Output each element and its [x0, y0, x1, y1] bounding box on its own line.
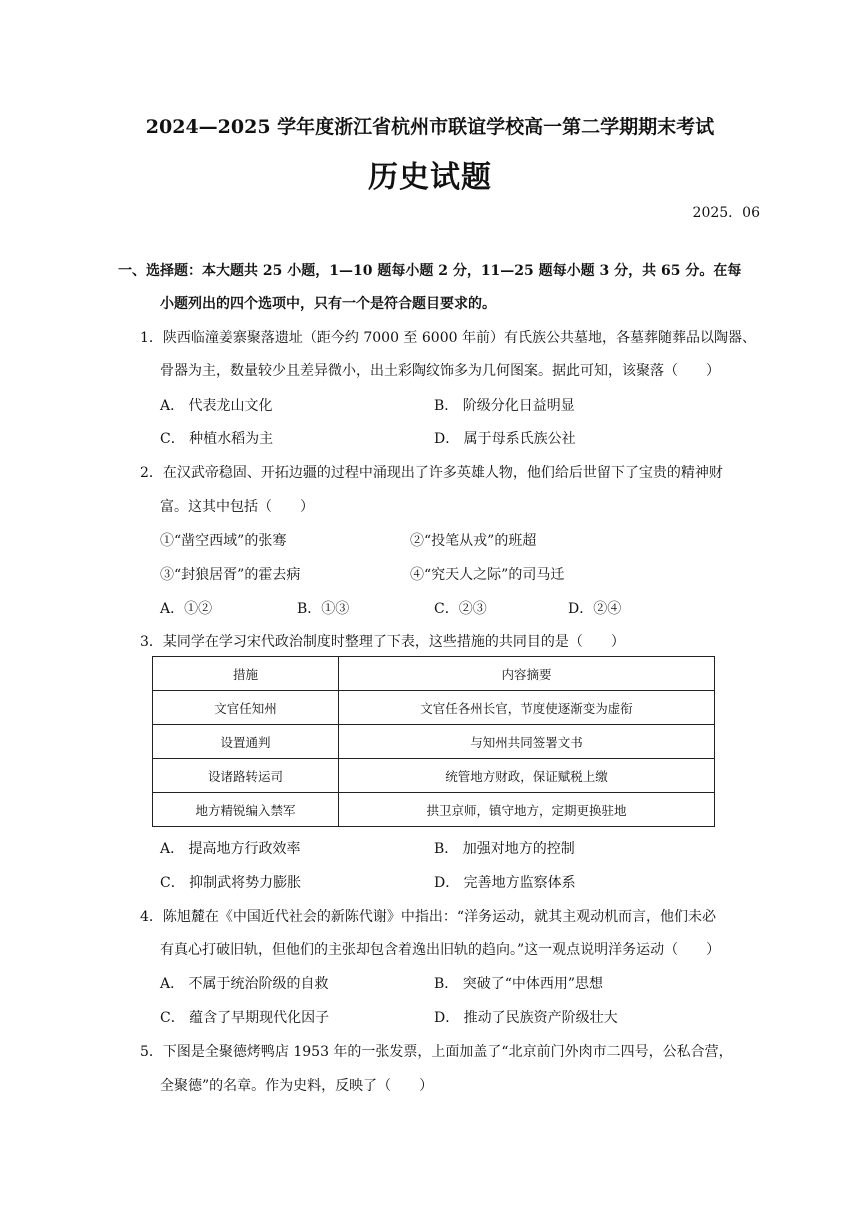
question-2-statement-1: ①“凿空西域”的张骞	[160, 533, 287, 549]
table-row	[153, 759, 715, 793]
question-3-option-d: D． 完善地方监察体系	[434, 875, 576, 891]
question-2-statement-3: ③“封狼居胥”的霍去病	[160, 567, 301, 583]
question-4-text-line2: 有真心打破旧轨，但他们的主张却包含着逸出旧轨的趋向。”这一观点说明洋务运动（ ）	[160, 942, 721, 958]
question-3-option-c: C． 抑制武将势力膨胀	[160, 875, 302, 891]
table-cell: 文官任各州长官，节度使逐渐变为虚衔	[339, 691, 715, 725]
question-2-text-line1: 2．在汉武帝稳固、开拓边疆的过程中涌现出了许多英雄人物，他们给后世留下了宝贵的精神财	[140, 465, 723, 481]
table-row	[153, 793, 715, 827]
question-2-option-a: A．①②	[160, 601, 213, 617]
question-1-option-a: A． 代表龙山文化	[160, 398, 273, 414]
exam-subtitle: 历史试题	[368, 160, 492, 195]
question-3-table	[152, 656, 715, 827]
question-5-text-line2: 全聚德”的名章。作为史料，反映了（ ）	[160, 1078, 434, 1094]
question-2-text-line2: 富。这其中包括（ ）	[160, 499, 314, 515]
table-header-row	[153, 657, 715, 691]
question-2-option-d: D．②④	[568, 601, 622, 617]
table-cell: 地方精锐编入禁军	[153, 793, 339, 827]
table-cell: 与知州共同签署文书	[339, 725, 715, 759]
question-1-option-b: B． 阶级分化日益明显	[434, 398, 575, 414]
question-1-text-line1: 1．陕西临潼姜寨聚落遗址（距今约 7000 至 6000 年前）有氏族公共墓地，各墓葬随葬品以陶器、	[140, 330, 756, 346]
question-4-option-b: B． 突破了“中体西用”思想	[434, 976, 604, 992]
question-2-statement-2: ②“投笔从戎”的班超	[410, 533, 537, 549]
question-2-statement-4: ④“究天人之际”的司马迁	[410, 567, 565, 583]
question-3-text-line1: 3．某同学在学习宋代政治制度时整理了下表，这些措施的共同目的是（ ）	[140, 634, 625, 650]
table-header-cell: 措施	[153, 657, 339, 691]
table-cell: 统管地方财政，保证赋税上缴	[339, 759, 715, 793]
exam-title: 2024—2025 学年度浙江省杭州市联谊学校高一第二学期期末考试	[145, 116, 715, 138]
question-3-option-a: A． 提高地方行政效率	[160, 841, 301, 857]
question-4-option-d: D． 推动了民族资产阶级壮大	[434, 1010, 618, 1026]
table-cell: 设诸路转运司	[153, 759, 339, 793]
question-4-option-c: C． 蕴含了早期现代化因子	[160, 1010, 330, 1026]
question-2-option-c: C．②③	[434, 601, 487, 617]
table-row	[153, 725, 715, 759]
table-cell: 设置通判	[153, 725, 339, 759]
question-2-option-b: B．①③	[297, 601, 350, 617]
question-5-text-line1: 5．下图是全聚德烤鸭店 1953 年的一张发票，上面加盖了“北京前门外肉市二四号，公私合营，	[140, 1044, 733, 1060]
question-1-option-d: D． 属于母系氏族公社	[434, 431, 576, 447]
section-heading-line2: 小题列出的四个选项中，只有一个是符合题目要求的。	[160, 296, 496, 312]
question-1-text-line2: 骨器为主，数量较少且差异微小，出土彩陶纹饰多为几何图案。据此可知，该聚落（ ）	[160, 363, 720, 379]
exam-date: 2025．06	[692, 205, 760, 221]
table-row	[153, 691, 715, 725]
question-3-option-b: B． 加强对地方的控制	[434, 841, 575, 857]
table-header-cell: 内容摘要	[339, 657, 715, 691]
table-cell: 拱卫京师，镇守地方，定期更换驻地	[339, 793, 715, 827]
question-1-option-c: C． 种植水稻为主	[160, 431, 274, 447]
table-cell: 文官任知州	[153, 691, 339, 725]
question-4-option-a: A． 不属于统治阶级的自救	[160, 976, 329, 992]
section-heading-line1: 一、选择题：本大题共 25 小题，1—10 题每小题 2 分，11—25 题每小题 3 分，共 65 分。在每	[118, 263, 742, 279]
question-4-text-line1: 4．陈旭麓在《中国近代社会的新陈代谢》中指出：“洋务运动，就其主观动机而言，他们未必	[140, 909, 717, 925]
